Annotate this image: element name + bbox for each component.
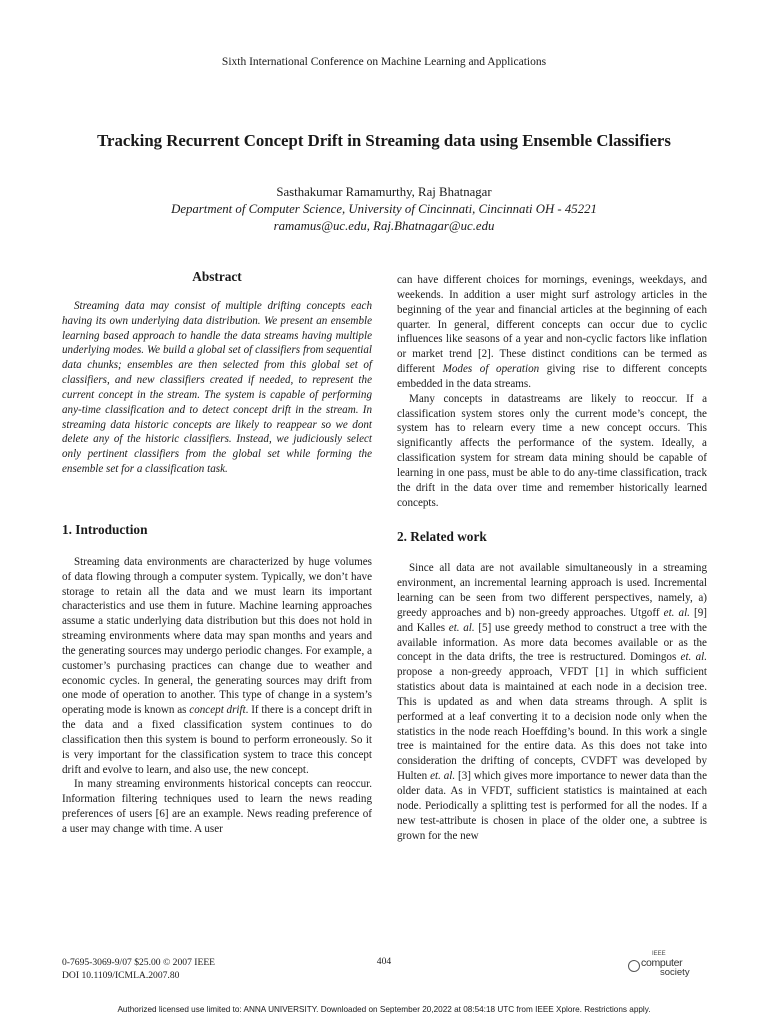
- intro-paragraph-3: Many concepts in datastreams are likely to reoccur. If a classification system stores only the current mode’s concept, the system has to relearn every time a new concept occurs. This significantly affects the performance of the system. Ideally, a classification system for stream data mining should be capable of learning in one pass, must be able to do any-time classification, track the drift in the data over time and remember historically learned concepts.: [397, 392, 707, 509]
- page-number: 404: [376, 956, 392, 967]
- author-emails: ramamus@uc.edu, Raj.Bhatnagar@uc.edu: [273, 219, 495, 233]
- license-notice: Authorized licensed use limited to: ANNA UNIVERSITY. Downloaded on September 20,2022 at 08:54:18 UTC from IEEE Xplore. Restrictions apply.: [117, 1005, 651, 1014]
- conference-name: Sixth International Conference on Machine Learning and Applications: [221, 56, 547, 68]
- doi-line: DOI 10.1109/ICMLA.2007.80: [62, 970, 180, 981]
- introduction-heading: 1. Introduction: [62, 521, 148, 537]
- intro-paragraph-2: In many streaming environments historical concepts can reoccur. Information filtering techniques used to learn the news reading preferences of users [6] are an example. News reading preference of a user may change with time. A user: [62, 778, 372, 835]
- abstract-text: Streaming data may consist of multiple drifting concepts each having its own underlying data distribution. We present an ensemble learning based approach to handle the data streams having multiple underlying modes. We build a global set of classifiers from sequential data chunks; ensembles are then selected from this global set of classifiers, and new classifiers created if needed, to represent the current concept in the stream. The system is capable of performing any-time classification and to detect concept drift in the stream. In streaming data historic concepts are likely to reappear so we dont delete any of the historic classifiers. Instead, we judiciously select only pertinent classifiers from the global set while forming the ensemble set for a classification task.: [62, 299, 372, 476]
- isbn-line: 0-7695-3069-9/07 $25.00 © 2007 IEEE: [62, 957, 216, 968]
- intro-continued-paragraph: can have different choices for mornings, evenings, weekdays, and weekends. In addition a user might surf astrology articles in the beginning of the year and financial articles at the beginning of each quarter. In general, different concepts can occur due to cyclic influences like seasons of a year and non-cyclic factors like inflation or market trend [2]. These distinct conditions can be termed as different Modes of operation giving rise to different concepts embedded in the data streams.: [397, 274, 707, 390]
- author-affiliation: Department of Computer Science, University of Cincinnati, Cincinnati OH - 45221: [171, 202, 597, 216]
- logo-ieee-text: IEEE: [652, 951, 666, 957]
- related-work-heading: 2. Related work: [397, 528, 487, 544]
- paper-title: Tracking Recurrent Concept Drift in Streaming data using Ensemble Classifiers: [97, 131, 671, 150]
- logo-society-text: society: [660, 967, 690, 978]
- logo-computer-text: computer: [641, 957, 683, 969]
- right-column: [397, 273, 707, 843]
- intro-paragraph-1: Streaming data environments are characterized by huge volumes of data flowing through a computer system. Typically, we don’t have storage to retain all the data and we must learn its important characteristics and use them in future. Machine learning approaches assume a static underlying data distribution but this does not hold in streaming environments where data may span months and years and the generating sources may undergo periodic changes. For example, a customer’s purchasing practices can change due to weather and economic cycles. In general, the generating sources may drift from one mode of operation to another. This type of change in a system’s operating mode is known as concept drift. If there is a concept drift in the data and a fixed classification system continues to do classification then this system is bound to perform erroneously. So it is very important for the classification system to trace this concept drift and evolve to learn, and also use, the new concept.: [62, 555, 372, 776]
- author-block: [0, 184, 768, 235]
- ieee-computer-society-logo: [626, 951, 706, 979]
- abstract-heading: Abstract: [192, 269, 242, 284]
- left-column: [62, 270, 372, 837]
- related-work-paragraph: Since all data are not available simultaneously in a streaming environment, an incremental learning approach is used. Incremental learning can be seen from two different perspectives, namely, a) greedy approaches and b) non-greedy approaches. Utgoff et. al. [9] and Kalles et. al. [5] use greedy method to construct a tree with the available information. As more data becomes available or as the concept in the data drifts, the tree is restructured. Domingos et. al. propose a non-greedy approach, VFDT [1] in which sufficient statistics about data is maintained at each node in a decision tree. This is updated as and when data streams through. A split is performed at a leaf converting it to a decision node only when the statistics in the node reach Hoeffding’s bound. In this work a single tree is maintained for the entire data. As this does not take into consideration the drifting of concepts, CVDFT was developed by Hulten et. al. [3] which gives more importance to newer data than the older data. As in VFDT, sufficient statistics is maintained at each node. Periodically a splitting test is performed for all the nodes. If a new test-attribute is chosen in place of the older one, a subtree is grown for the new: [397, 562, 707, 842]
- logo-ring-icon: [628, 960, 640, 972]
- author-names: Sasthakumar Ramamurthy, Raj Bhatnagar: [276, 185, 492, 199]
